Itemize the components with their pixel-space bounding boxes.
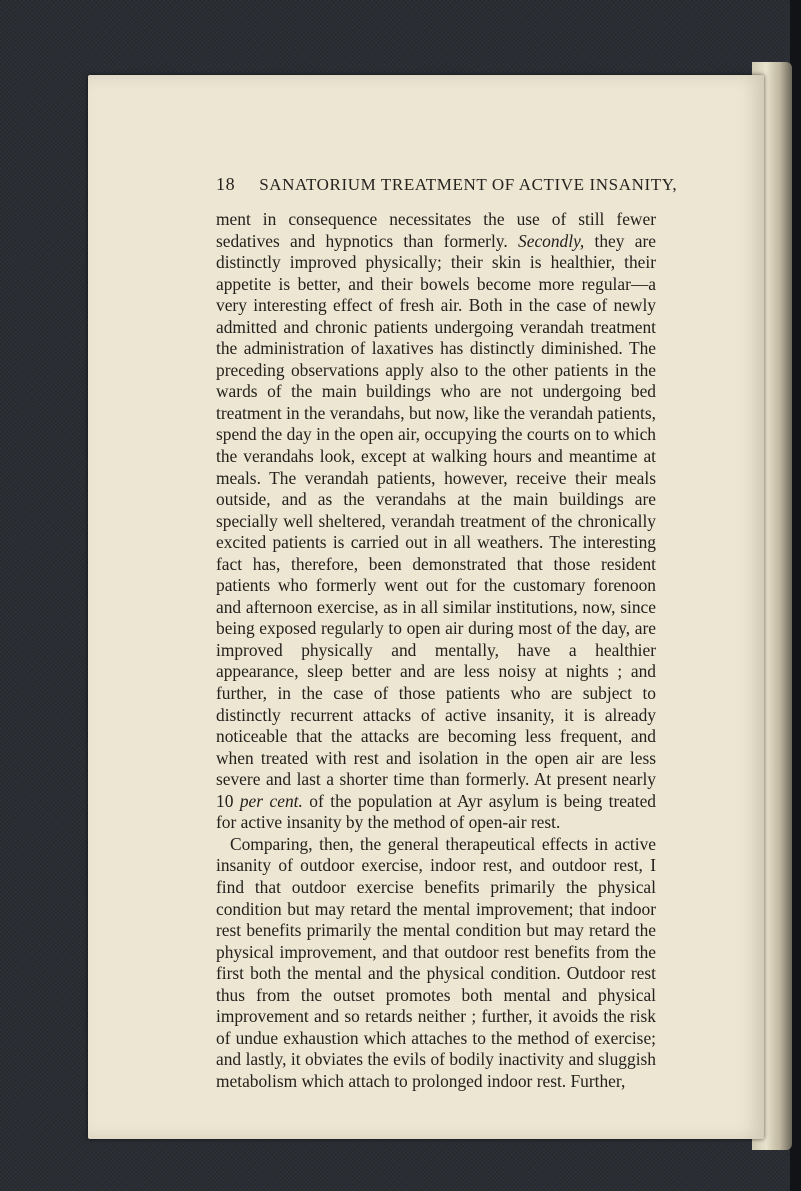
running-header bbox=[216, 174, 678, 204]
body-text bbox=[216, 209, 656, 1092]
paragraph-1 bbox=[216, 209, 656, 834]
paragraph-1-part-a: ment in consequence necessitates the use of still fewer sedatives and hypnotics than formerly. bbox=[216, 209, 656, 251]
paragraph-2: Comparing, then, the general therapeutical effects in active insanity of outdoor exercise, indoor rest, and outdoor rest, I find that outdoor exercise benefits primarily the physical condition but may retard the mental improvement; that indoor rest benefits primarily the mental condition but may retard the physical improvement, and that outdoor rest benefits from the first both the mental and the physical condition. Outdoor rest thus from the outset promotes both mental and physical improvement and so retards neither ; further, it avoids the risk of undue exhaustion which attaches to the method of exercise; and lastly, it obviates the evils of bodily inactivity and sluggish metabolism which attach to prolonged indoor rest. Further, bbox=[216, 833, 656, 1091]
per-cent-italic: per cent. bbox=[239, 790, 303, 811]
paragraph-1-part-b: they are distinctly improved physically; their skin is healthier, their appetite is better, and their bowels become more regular—a very interesting effect of fresh air. Both in the case of newly admitted and chronic patients undergoing verandah treatment the administration of laxatives has distinctly diminished. The preceding observations apply also to the other patients in the wards of the main buildings who are not undergoing bed treatment in the verandahs, but now, like the verandah patients, spend the day in the open air, occupying the courts on to which the verandahs look, except at walking hours and meantime at meals. The verandah patients, however, receive their meals outside, and as the verandahs at the main buildings are specially well sheltered, verandah treatment of the chronically excited patients is carried out in all weathers. The interesting fact has, therefore, been demonstrated that those resident patients who formerly went out for the customary forenoon and afternoon exercise, as in all similar institutions, now, since being exposed regularly to open air during most of the day, are improved physically and mentally, have a healthier appearance, sleep better and are less noisy at nights ; and further, in the case of those patients who are subject to distinctly recurrent attacks of active insanity, it is already noticeable that the attacks are becoming less frequent, and when treated with rest and isolation in the open air are less severe and last a shorter time than formerly. At present nearly 10 bbox=[216, 230, 656, 811]
page-number: 18 bbox=[216, 174, 236, 194]
paragraph-1-part-c: of the population at Ayr asylum is being treated for active insanity by the method of open-air rest. bbox=[216, 790, 656, 833]
running-head-title: SANATORIUM TREATMENT OF ACTIVE INSANITY, bbox=[259, 175, 678, 194]
secondly-italic: Secondly, bbox=[518, 230, 585, 251]
